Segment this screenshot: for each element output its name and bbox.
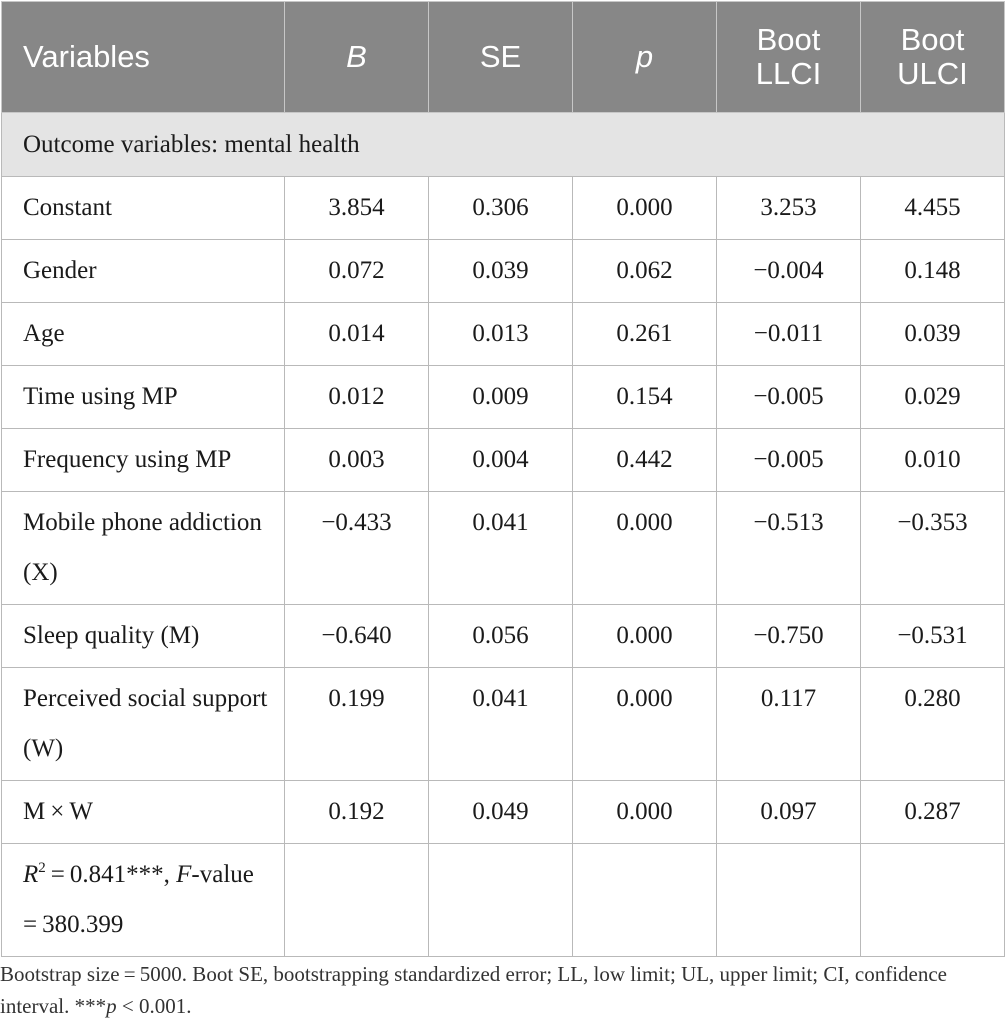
cell-ulci: 0.287 [861, 781, 1005, 844]
cell-p: 0.000 [573, 492, 717, 605]
table-row [2, 429, 1005, 492]
cell-ulci: 0.039 [861, 303, 1005, 366]
table-row [2, 240, 1005, 303]
cell-variable: M × W [2, 781, 285, 844]
cell-se: 0.049 [429, 781, 573, 844]
cell-b: 0.012 [285, 366, 429, 429]
cell-p: 0.000 [573, 781, 717, 844]
footnote-text: Bootstrap size = 5000. Boot SE, bootstrapping standardized error; LL, low limit; UL, upper limit; CI, confidence interval. *** [0, 962, 947, 1018]
cell-p: 0.000 [573, 668, 717, 781]
empty-cell [573, 844, 717, 957]
empty-cell [717, 844, 861, 957]
cell-llci: −0.005 [717, 429, 861, 492]
table-row [2, 366, 1005, 429]
empty-cell [429, 844, 573, 957]
cell-llci: −0.011 [717, 303, 861, 366]
cell-ulci: −0.531 [861, 605, 1005, 668]
cell-b: 0.199 [285, 668, 429, 781]
cell-ulci: 0.010 [861, 429, 1005, 492]
cell-se: 0.004 [429, 429, 573, 492]
cell-llci: 3.253 [717, 177, 861, 240]
cell-variable: Constant [2, 177, 285, 240]
empty-cell [861, 844, 1005, 957]
footnote-p-symbol: p [106, 994, 117, 1018]
cell-llci: −0.750 [717, 605, 861, 668]
r-squared-value: = 0.841***, [45, 861, 177, 888]
cell-ulci: 0.029 [861, 366, 1005, 429]
f-symbol: F [176, 861, 192, 888]
footnote-p-threshold: < 0.001. [116, 994, 192, 1018]
cell-p: 0.442 [573, 429, 717, 492]
cell-p: 0.000 [573, 605, 717, 668]
empty-cell [285, 844, 429, 957]
cell-p: 0.261 [573, 303, 717, 366]
cell-variable: Perceived social support (W) [2, 668, 285, 781]
cell-llci: 0.097 [717, 781, 861, 844]
cell-ulci: −0.353 [861, 492, 1005, 605]
cell-se: 0.306 [429, 177, 573, 240]
table-footnote [0, 958, 1000, 1022]
cell-se: 0.039 [429, 240, 573, 303]
cell-p: 0.154 [573, 366, 717, 429]
cell-b: 0.014 [285, 303, 429, 366]
header-boot-ulci: Boot ULCI [861, 2, 1005, 113]
cell-se: 0.013 [429, 303, 573, 366]
cell-p: 0.000 [573, 177, 717, 240]
cell-b: 3.854 [285, 177, 429, 240]
f-value: -value = 380.399 [23, 861, 259, 938]
cell-llci: −0.004 [717, 240, 861, 303]
section-label: Outcome variables: mental health [2, 113, 1005, 177]
cell-llci: −0.005 [717, 366, 861, 429]
cell-b: −0.640 [285, 605, 429, 668]
header-variables: Variables [2, 2, 285, 113]
model-fit-cell [2, 844, 285, 957]
table-row [2, 781, 1005, 844]
cell-ulci: 4.455 [861, 177, 1005, 240]
cell-variable: Age [2, 303, 285, 366]
section-row [2, 113, 1005, 177]
table-row [2, 177, 1005, 240]
header-row [2, 2, 1005, 113]
cell-llci: 0.117 [717, 668, 861, 781]
cell-variable: Sleep quality (M) [2, 605, 285, 668]
cell-variable: Mobile phone addiction (X) [2, 492, 285, 605]
cell-b: 0.072 [285, 240, 429, 303]
model-fit-row [2, 844, 1005, 957]
cell-se: 0.056 [429, 605, 573, 668]
header-p: p [573, 2, 717, 113]
cell-b: 0.192 [285, 781, 429, 844]
cell-variable: Gender [2, 240, 285, 303]
cell-b: −0.433 [285, 492, 429, 605]
cell-variable: Frequency using MP [2, 429, 285, 492]
cell-se: 0.041 [429, 668, 573, 781]
cell-llci: −0.513 [717, 492, 861, 605]
header-b: B [285, 2, 429, 113]
table-row [2, 668, 1005, 781]
cell-variable: Time using MP [2, 366, 285, 429]
regression-table [1, 1, 1005, 957]
table-row [2, 492, 1005, 605]
cell-p: 0.062 [573, 240, 717, 303]
header-se: SE [429, 2, 573, 113]
cell-se: 0.041 [429, 492, 573, 605]
table-row [2, 303, 1005, 366]
header-boot-llci: Boot LLCI [717, 2, 861, 113]
r-squared-symbol: R [23, 861, 39, 888]
cell-se: 0.009 [429, 366, 573, 429]
cell-b: 0.003 [285, 429, 429, 492]
table-row [2, 605, 1005, 668]
r-squared-exponent: 2 [38, 860, 46, 876]
cell-ulci: 0.280 [861, 668, 1005, 781]
cell-ulci: 0.148 [861, 240, 1005, 303]
